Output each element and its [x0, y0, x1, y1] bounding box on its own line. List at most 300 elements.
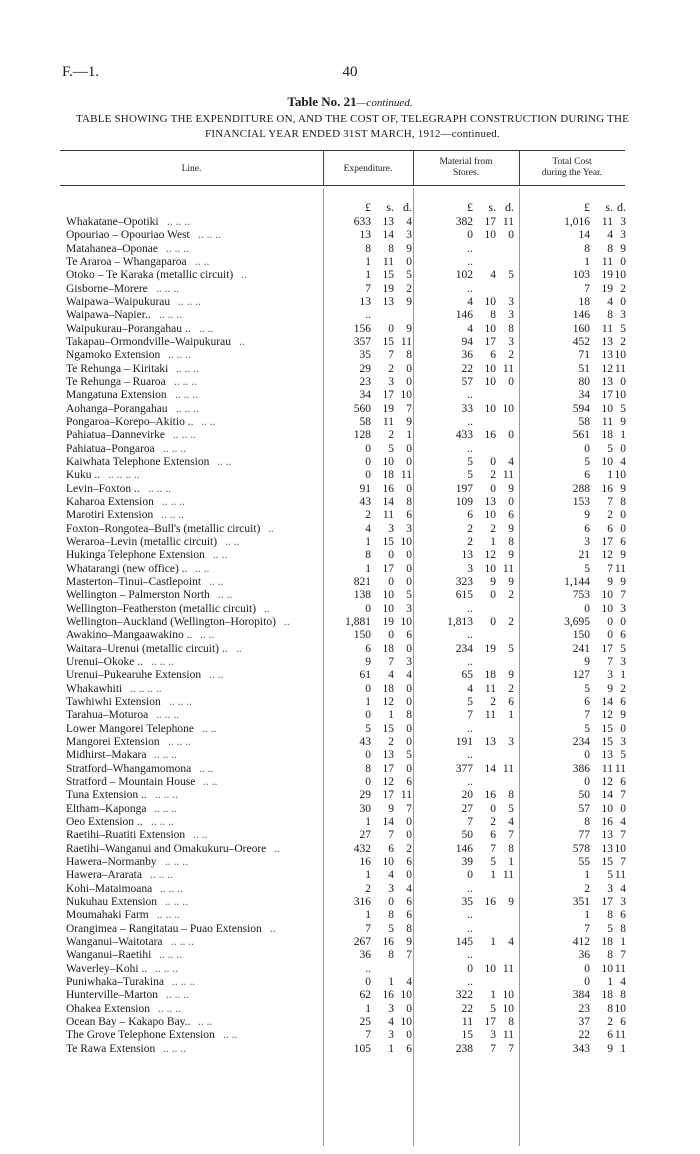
material-pounds: 0: [467, 962, 473, 975]
table-row: [0, 523, 700, 536]
expenditure-pounds: 1,881: [345, 615, 371, 628]
material-pounds: 20: [461, 789, 473, 802]
total-shillings: 10: [601, 402, 613, 415]
line-name: Whatarangi (new office) ..: [66, 562, 188, 575]
header-bottom-rule: [60, 185, 625, 186]
material-pounds: ..: [467, 909, 473, 922]
total-pounds: 594: [572, 402, 590, 415]
expenditure-pounds: 1: [365, 869, 371, 882]
expenditure-pence: 5: [406, 269, 412, 282]
table-row: [0, 1029, 700, 1042]
leader-dots: ..: [236, 642, 242, 655]
material-shillings: 2: [490, 469, 496, 482]
material-shillings: 17: [484, 336, 496, 348]
material-pounds: ..: [467, 882, 473, 895]
leader-dots: .. ..: [200, 629, 215, 642]
material-pence: 8: [508, 789, 514, 802]
material-pounds: 145: [455, 935, 473, 948]
material-pence: 11: [502, 362, 514, 375]
total-pence: 10: [614, 349, 626, 362]
table-row: [0, 749, 700, 762]
total-pounds: 234: [572, 735, 590, 748]
total-pence: 4: [620, 975, 626, 988]
material-shillings: 2: [490, 695, 496, 708]
line-name: Te Rehunga – Ruaroa: [66, 376, 166, 388]
material-pence: 3: [508, 296, 514, 308]
material-pounds: 234: [455, 642, 473, 655]
material-pence: 3: [508, 309, 514, 322]
total-pence: 9: [620, 242, 626, 255]
total-pence: 2: [620, 682, 626, 695]
expenditure-pence: 5: [406, 749, 412, 762]
total-shillings: 18: [601, 989, 613, 1002]
total-pounds: 3: [584, 535, 590, 548]
leader-dots: ..: [274, 842, 280, 855]
total-pence: 10: [614, 842, 626, 855]
unit-tot-shilling: s.: [605, 200, 613, 214]
material-shillings: 10: [484, 229, 496, 242]
material-shillings: 8: [490, 309, 496, 322]
total-shillings: 13: [601, 842, 613, 855]
total-pence: 2: [620, 336, 626, 348]
expenditure-shillings: 13: [382, 216, 394, 228]
expenditure-pounds: 1: [365, 815, 371, 828]
table-row: [0, 856, 700, 869]
material-pounds: 5: [467, 695, 473, 708]
leader-dots: .. .. ..: [171, 935, 194, 948]
expenditure-pounds: 0: [365, 602, 371, 615]
expenditure-pounds: 13: [359, 229, 371, 242]
material-pence: 0: [508, 429, 514, 442]
material-shillings: 0: [490, 589, 496, 602]
expenditure-pence: 9: [406, 242, 412, 255]
leader-dots: .. .. ..: [154, 802, 177, 815]
leader-dots: .. ..: [209, 669, 224, 682]
expenditure-pence: 9: [406, 415, 412, 428]
material-shillings: 3: [490, 1029, 496, 1042]
leader-dots: .. .. .. ..: [108, 469, 140, 482]
line-name: Puniwhaka–Turakina: [66, 975, 164, 988]
total-shillings: 2: [607, 509, 613, 522]
expenditure-pounds: 6: [365, 642, 371, 655]
total-shillings: 8: [607, 242, 613, 255]
line-name: Hukinga Telephone Extension: [66, 549, 205, 562]
table-row: [0, 696, 700, 709]
expenditure-pounds: 0: [365, 709, 371, 722]
table-number: Table No. 21: [287, 94, 357, 109]
total-pounds: 0: [584, 775, 590, 788]
material-pence: 4: [508, 455, 514, 468]
material-pounds: 433: [455, 429, 473, 442]
material-pounds: 238: [455, 1042, 473, 1055]
expenditure-shillings: 9: [388, 802, 394, 815]
leader-dots: .. .. ..: [163, 1042, 186, 1055]
expenditure-pence: 6: [406, 775, 412, 788]
expenditure-pence: 1: [406, 429, 412, 442]
total-pounds: 5: [584, 455, 590, 468]
leader-dots: .. ..: [193, 829, 208, 842]
total-pounds: 386: [572, 762, 590, 775]
expenditure-pounds: 0: [365, 682, 371, 695]
line-name: Ngamoko Extension: [66, 349, 161, 362]
expenditure-pounds: 1: [365, 256, 371, 268]
material-pence: 10: [502, 402, 514, 415]
line-name: Moumahaki Farm: [66, 909, 149, 922]
expenditure-pounds: 91: [359, 482, 371, 495]
total-shillings: 15: [601, 855, 613, 868]
leader-dots: ..: [264, 602, 270, 615]
material-pence: 3: [508, 336, 514, 348]
expenditure-pounds: 0: [365, 469, 371, 482]
expenditure-pounds: 62: [359, 989, 371, 1002]
expenditure-pence: 0: [406, 256, 412, 268]
material-pounds: ..: [467, 922, 473, 935]
col-header-line: Line.: [181, 164, 202, 174]
total-shillings: 13: [601, 749, 613, 762]
expenditure-pence: 10: [400, 535, 412, 548]
table-row: [0, 883, 700, 896]
total-shillings: 10: [601, 962, 613, 975]
line-name: Ohakea Extension: [66, 1002, 150, 1015]
expenditure-shillings: 15: [382, 535, 394, 548]
line-name: Midhirst–Makara: [66, 749, 147, 762]
total-pounds: 5: [584, 562, 590, 575]
material-shillings: 11: [484, 709, 496, 722]
material-pounds: ..: [467, 975, 473, 988]
total-pence: 0: [620, 802, 626, 815]
total-pounds: 6: [584, 522, 590, 535]
leader-dots: .. ..: [209, 575, 224, 588]
material-pounds: 382: [455, 216, 473, 228]
expenditure-pounds: 35: [359, 349, 371, 362]
material-pounds: ..: [467, 722, 473, 735]
material-shillings: 5: [490, 855, 496, 868]
expenditure-pence: 11: [400, 336, 412, 348]
material-shillings: 10: [484, 402, 496, 415]
total-shillings: 15: [601, 735, 613, 748]
expenditure-pence: 2: [406, 282, 412, 295]
total-shillings: 15: [601, 722, 613, 735]
total-pence: 7: [620, 789, 626, 802]
total-pounds: 146: [572, 309, 590, 322]
total-shillings: 2: [607, 1015, 613, 1028]
total-pounds: 5: [584, 722, 590, 735]
total-shillings: 14: [601, 789, 613, 802]
material-pence: 10: [502, 1002, 514, 1015]
caption-line-2: FINANCIAL YEAR ENDED 31ST MARCH, 1912—continued.: [205, 128, 500, 140]
total-pence: 7: [620, 589, 626, 602]
material-pounds: 1,813: [447, 615, 473, 628]
col-header-total: [519, 157, 625, 179]
total-shillings: 10: [601, 802, 613, 815]
table-row: [0, 269, 700, 282]
material-shillings: 18: [484, 669, 496, 682]
line-name: Foxton–Rongotea–Bull's (metallic circuit): [66, 522, 261, 535]
line-name: Pongaroa–Korepo–Akitio ..: [66, 415, 194, 428]
leader-dots: .. .. ..: [161, 509, 184, 522]
leader-dots: .. ..: [199, 322, 214, 335]
material-pounds: 2: [467, 535, 473, 548]
total-pence: 11: [614, 362, 626, 375]
total-shillings: 11: [601, 216, 613, 228]
table-row: [0, 869, 700, 882]
expenditure-shillings: 7: [388, 829, 394, 842]
leader-dots: .. .. ..: [156, 709, 179, 722]
material-pounds: 57: [461, 376, 473, 388]
expenditure-pence: 0: [406, 722, 412, 735]
expenditure-shillings: 17: [382, 762, 394, 775]
expenditure-pounds: ..: [365, 962, 371, 975]
table-row: [0, 603, 700, 616]
expenditure-pounds: 357: [353, 336, 371, 348]
total-pence: 6: [620, 909, 626, 922]
unit-tot-pence: d.: [617, 200, 626, 214]
expenditure-pence: 0: [406, 362, 412, 375]
material-shillings: 10: [484, 562, 496, 575]
total-shillings: 3: [607, 669, 613, 682]
expenditure-pounds: 1: [365, 909, 371, 922]
total-pounds: 1: [584, 909, 590, 922]
expenditure-shillings: 14: [382, 495, 394, 508]
expenditure-pounds: 0: [365, 775, 371, 788]
material-pounds: ..: [467, 602, 473, 615]
total-pence: 0: [620, 442, 626, 455]
table-row: [0, 976, 700, 989]
total-shillings: 8: [607, 309, 613, 322]
total-pence: 0: [620, 296, 626, 308]
leader-dots: .. ..: [203, 775, 218, 788]
table-row: [0, 1016, 700, 1029]
line-name: Lower Mangorei Telephone: [66, 722, 194, 735]
total-pence: 0: [620, 509, 626, 522]
expenditure-shillings: 17: [382, 389, 394, 402]
expenditure-pounds: 43: [359, 735, 371, 748]
line-name: Hunterville–Marton: [66, 989, 158, 1002]
material-shillings: 5: [490, 1002, 496, 1015]
table-row: [0, 723, 700, 736]
material-pence: 5: [508, 269, 514, 282]
expenditure-pounds: 0: [365, 749, 371, 762]
material-pounds: 5: [467, 469, 473, 482]
material-shillings: 10: [484, 362, 496, 375]
expenditure-pence: 7: [406, 402, 412, 415]
total-pounds: 6: [584, 469, 590, 482]
total-pence: 7: [620, 949, 626, 962]
material-pounds: 94: [461, 336, 473, 348]
table-row: [0, 763, 700, 776]
material-pence: 9: [508, 895, 514, 908]
expenditure-pence: 0: [406, 562, 412, 575]
unit-exp-pound: £: [365, 200, 371, 214]
total-shillings: 7: [607, 495, 613, 508]
total-pence: 11: [614, 1029, 626, 1042]
total-pence: 6: [620, 629, 626, 642]
material-shillings: 10: [484, 322, 496, 335]
line-name: Urenui–Pukearuhe Extension: [66, 669, 202, 682]
line-name: Matahanea–Oponae: [66, 242, 158, 255]
expenditure-pence: 9: [406, 296, 412, 308]
unit-exp-pence: d.: [403, 200, 412, 214]
material-shillings: 7: [490, 842, 496, 855]
material-pounds: 33: [461, 402, 473, 415]
leader-dots: .. ..: [225, 535, 240, 548]
total-shillings: 17: [601, 642, 613, 655]
material-shillings: 4: [490, 269, 496, 282]
line-name: Waitara–Urenui (metallic circuit) ..: [66, 642, 228, 655]
leader-dots: .. .. ..: [163, 442, 186, 455]
total-pounds: 50: [578, 789, 590, 802]
total-shillings: 7: [607, 562, 613, 575]
expenditure-shillings: 4: [388, 669, 394, 682]
total-pounds: 2: [584, 882, 590, 895]
total-pence: 10: [614, 469, 626, 482]
total-shillings: 4: [607, 229, 613, 242]
expenditure-shillings: 8: [388, 242, 394, 255]
line-name: Awakino–Mangaawakino ..: [66, 629, 193, 642]
total-pounds: 351: [572, 895, 590, 908]
unit-mat-pence: d.: [505, 200, 514, 214]
expenditure-shillings: 16: [382, 935, 394, 948]
material-pounds: ..: [467, 629, 473, 642]
total-pounds: 7: [584, 282, 590, 295]
total-pounds: 8: [584, 242, 590, 255]
expenditure-pounds: 8: [365, 549, 371, 562]
material-pounds: 2: [467, 522, 473, 535]
expenditure-pounds: 61: [359, 669, 371, 682]
expenditure-pounds: ..: [365, 309, 371, 322]
table-row: [0, 803, 700, 816]
expenditure-shillings: 15: [382, 722, 394, 735]
col-header-material: [413, 157, 519, 179]
expenditure-pence: 3: [406, 229, 412, 242]
material-pence: 11: [502, 869, 514, 882]
total-pounds: 127: [572, 669, 590, 682]
expenditure-shillings: 13: [382, 749, 394, 762]
total-pounds: 51: [578, 362, 590, 375]
total-pounds: 7: [584, 709, 590, 722]
caption-line-1: TABLE SHOWING THE EXPENDITURE ON, AND THE COST OF, TELEGRAPH CONSTRUCTION DURING THE: [75, 113, 630, 125]
material-pence: 11: [502, 962, 514, 975]
expenditure-pence: 6: [406, 629, 412, 642]
material-pence: 10: [502, 989, 514, 1002]
page-ref: F.—1.: [62, 64, 100, 80]
material-pence: 11: [502, 216, 514, 228]
total-pence: 5: [620, 642, 626, 655]
material-pence: 7: [508, 1042, 514, 1055]
total-pounds: 18: [578, 296, 590, 308]
expenditure-pence: 10: [400, 389, 412, 402]
total-pence: 10: [614, 389, 626, 402]
total-pence: 4: [620, 815, 626, 828]
expenditure-shillings: 17: [382, 789, 394, 802]
expenditure-shillings: 0: [388, 549, 394, 562]
total-pence: 6: [620, 775, 626, 788]
table-row: [0, 1043, 700, 1056]
line-name: Otoko – Te Karaka (metallic circuit): [66, 269, 234, 282]
line-name: Wanganui–Raetihi: [66, 949, 152, 962]
material-pounds: ..: [467, 256, 473, 268]
expenditure-pounds: 821: [353, 575, 371, 588]
table-row: [0, 243, 700, 256]
leader-dots: .. .. ..: [157, 909, 180, 922]
table-row: [0, 789, 700, 802]
material-pence: 4: [508, 935, 514, 948]
expenditure-shillings: 10: [382, 455, 394, 468]
line-name: Mangorei Extension: [66, 735, 160, 748]
leader-dots: .. .. ..: [151, 815, 174, 828]
expenditure-pence: 0: [406, 682, 412, 695]
total-pence: 5: [620, 749, 626, 762]
expenditure-pence: 5: [406, 589, 412, 602]
expenditure-pounds: 27: [359, 829, 371, 842]
material-pounds: 4: [467, 682, 473, 695]
expenditure-shillings: 13: [382, 296, 394, 308]
material-pounds: 323: [455, 575, 473, 588]
table-row: [0, 469, 700, 482]
line-name: Takapau–Ormondville–Waipukurau: [66, 336, 231, 348]
material-shillings: 6: [490, 349, 496, 362]
material-pence: 9: [508, 522, 514, 535]
total-pounds: 0: [584, 602, 590, 615]
material-shillings: 17: [484, 1015, 496, 1028]
total-pence: 9: [620, 549, 626, 562]
total-shillings: 0: [607, 615, 613, 628]
line-name: Kaiwhata Telephone Extension: [66, 455, 210, 468]
material-shillings: 6: [490, 829, 496, 842]
material-pounds: 3: [467, 562, 473, 575]
expenditure-pence: 3: [406, 522, 412, 535]
total-pence: 0: [620, 722, 626, 735]
table-row: [0, 349, 700, 362]
total-pence: 5: [620, 402, 626, 415]
table-row: [0, 376, 700, 389]
material-pence: 5: [508, 642, 514, 655]
line-name: Kaharoa Extension: [66, 495, 154, 508]
total-pence: 4: [620, 882, 626, 895]
expenditure-shillings: 2: [388, 735, 394, 748]
leader-dots: .. ..: [217, 455, 232, 468]
total-pence: 3: [620, 229, 626, 242]
total-shillings: 18: [601, 935, 613, 948]
expenditure-shillings: 8: [388, 909, 394, 922]
expenditure-pounds: 156: [353, 322, 371, 335]
table-row: [0, 216, 700, 229]
material-pence: 7: [508, 829, 514, 842]
expenditure-pence: 10: [400, 615, 412, 628]
leader-dots: .. .. ..: [154, 749, 177, 762]
total-pounds: 9: [584, 655, 590, 668]
expenditure-shillings: 0: [388, 575, 394, 588]
table-row: [0, 429, 700, 442]
total-pounds: 34: [578, 389, 590, 402]
leader-dots: ..: [268, 522, 274, 535]
leader-dots: .. .. ..: [148, 482, 171, 495]
expenditure-pounds: 0: [365, 442, 371, 455]
total-pounds: 578: [572, 842, 590, 855]
expenditure-pence: 6: [406, 855, 412, 868]
material-pence: 4: [508, 815, 514, 828]
material-shillings: 2: [490, 815, 496, 828]
total-shillings: 17: [601, 389, 613, 402]
material-shillings: 14: [484, 762, 496, 775]
expenditure-pence: 0: [406, 1029, 412, 1042]
line-name: Stratford–Whangamomona: [66, 762, 192, 775]
expenditure-shillings: 10: [382, 855, 394, 868]
total-shillings: 19: [601, 269, 613, 282]
leader-dots: .. .. ..: [168, 735, 191, 748]
material-pounds: 22: [461, 362, 473, 375]
total-pence: 11: [614, 869, 626, 882]
